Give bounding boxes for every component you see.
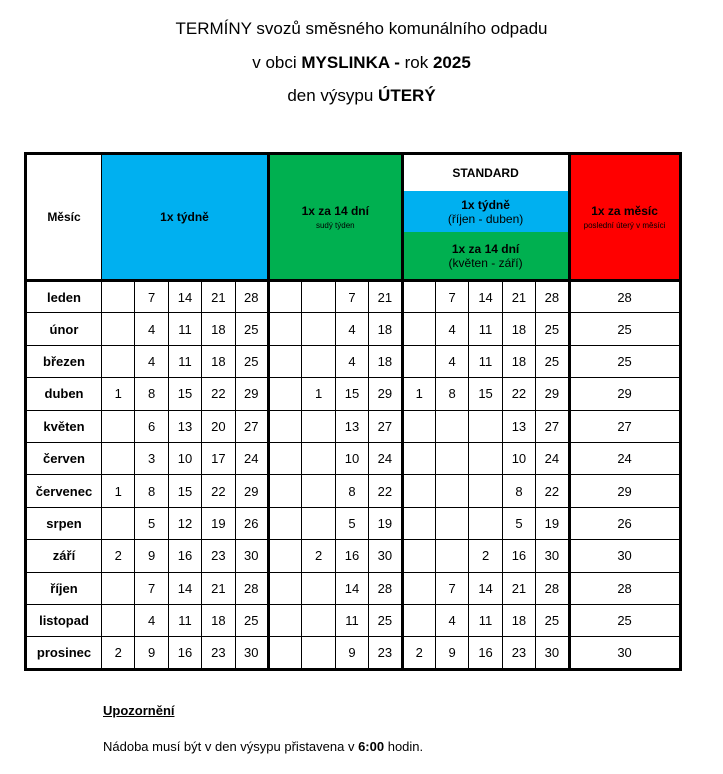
table-row: [26, 345, 681, 377]
header-standard-weekly-label: 1x týdně: [461, 197, 510, 212]
biweekly-day-cell: [269, 345, 302, 377]
biweekly-day-cell: 2: [302, 540, 335, 572]
weekly-day-cell: [102, 410, 135, 442]
standard-day-cell: [435, 540, 468, 572]
standard-day-cell: 8: [502, 475, 535, 507]
title-line-2: [0, 51, 723, 75]
header-biweekly: [269, 154, 403, 281]
standard-day-cell: 23: [502, 637, 535, 669]
weekly-day-cell: 11: [168, 313, 201, 345]
biweekly-day-cell: 22: [369, 475, 402, 507]
biweekly-day-cell: 24: [369, 442, 402, 474]
weekly-day-cell: 27: [235, 410, 268, 442]
monthly-day-cell: 28: [569, 572, 680, 604]
weekly-day-cell: 16: [168, 540, 201, 572]
weekly-day-cell: 11: [168, 345, 201, 377]
biweekly-day-cell: [302, 507, 335, 539]
biweekly-day-cell: 18: [369, 313, 402, 345]
weekly-day-cell: 14: [168, 281, 201, 313]
standard-day-cell: 11: [469, 604, 502, 636]
monthly-day-cell: 30: [569, 540, 680, 572]
weekly-day-cell: [102, 604, 135, 636]
month-cell: leden: [26, 281, 102, 313]
title-year-prefix: rok: [399, 53, 433, 72]
header-monthly-label: 1x za měsíc: [591, 204, 658, 218]
biweekly-day-cell: 30: [369, 540, 402, 572]
standard-day-cell: [469, 475, 502, 507]
monthly-day-cell: 28: [569, 281, 680, 313]
weekly-day-cell: 18: [202, 313, 235, 345]
monthly-day-cell: 26: [569, 507, 680, 539]
standard-day-cell: 19: [536, 507, 569, 539]
header-row: [26, 154, 681, 281]
month-cell: březen: [26, 345, 102, 377]
table-row: [26, 572, 681, 604]
biweekly-day-cell: 29: [369, 378, 402, 410]
weekly-day-cell: 2: [102, 637, 135, 669]
table-row: [26, 442, 681, 474]
standard-day-cell: 2: [469, 540, 502, 572]
weekly-day-cell: 25: [235, 604, 268, 636]
standard-day-cell: 21: [502, 281, 535, 313]
standard-day-cell: 24: [536, 442, 569, 474]
monthly-day-cell: 29: [569, 475, 680, 507]
header-monthly-sub: poslední úterý v měsíci: [583, 221, 666, 230]
header-weekly: [102, 154, 269, 281]
monthly-day-cell: 25: [569, 345, 680, 377]
weekly-day-cell: 22: [202, 378, 235, 410]
biweekly-day-cell: [302, 572, 335, 604]
standard-day-cell: [435, 442, 468, 474]
weekly-day-cell: [102, 572, 135, 604]
standard-day-cell: 4: [435, 345, 468, 377]
header-biweekly-sub: sudý týden: [315, 221, 355, 230]
monthly-day-cell: 27: [569, 410, 680, 442]
standard-day-cell: 16: [469, 637, 502, 669]
weekly-day-cell: 18: [202, 604, 235, 636]
month-cell: září: [26, 540, 102, 572]
weekly-day-cell: 15: [168, 378, 201, 410]
table-row: [26, 410, 681, 442]
month-cell: srpen: [26, 507, 102, 539]
monthly-day-cell: 30: [569, 637, 680, 669]
weekly-day-cell: 9: [135, 540, 168, 572]
weekly-day-cell: 8: [135, 378, 168, 410]
standard-day-cell: [469, 507, 502, 539]
biweekly-day-cell: 7: [335, 281, 368, 313]
weekly-day-cell: [102, 442, 135, 474]
standard-day-cell: 14: [469, 281, 502, 313]
standard-day-cell: [469, 410, 502, 442]
biweekly-day-cell: [269, 410, 302, 442]
weekly-day-cell: 1: [102, 475, 135, 507]
biweekly-day-cell: [302, 281, 335, 313]
biweekly-day-cell: [302, 345, 335, 377]
weekly-day-cell: 21: [202, 281, 235, 313]
standard-day-cell: 16: [502, 540, 535, 572]
weekly-day-cell: 7: [135, 572, 168, 604]
standard-day-cell: [402, 475, 435, 507]
weekly-day-cell: 12: [168, 507, 201, 539]
header-biweekly-label: 1x za 14 dní: [301, 204, 369, 218]
weekly-day-cell: 15: [168, 475, 201, 507]
standard-day-cell: [435, 410, 468, 442]
weekly-day-cell: 24: [235, 442, 268, 474]
standard-day-cell: 27: [536, 410, 569, 442]
biweekly-day-cell: 11: [335, 604, 368, 636]
standard-day-cell: 13: [502, 410, 535, 442]
weekly-day-cell: 21: [202, 572, 235, 604]
standard-day-cell: 18: [502, 345, 535, 377]
header-standard-biweekly-sub: (květen - září): [448, 255, 523, 270]
collection-schedule-table: [24, 152, 682, 671]
notice-title: Upozornění: [103, 703, 175, 718]
biweekly-day-cell: 15: [335, 378, 368, 410]
title-text: TERMÍNY svozů směsného komunálního odpadu: [175, 19, 548, 38]
weekly-day-cell: 23: [202, 637, 235, 669]
weekly-day-cell: 26: [235, 507, 268, 539]
standard-day-cell: 11: [469, 313, 502, 345]
title-village-prefix: v obci: [252, 53, 302, 72]
weekly-day-cell: 4: [135, 345, 168, 377]
biweekly-day-cell: 13: [335, 410, 368, 442]
weekly-day-cell: 17: [202, 442, 235, 474]
biweekly-day-cell: 21: [369, 281, 402, 313]
weekly-day-cell: 2: [102, 540, 135, 572]
weekly-day-cell: 6: [135, 410, 168, 442]
weekly-day-cell: 11: [168, 604, 201, 636]
biweekly-day-cell: [302, 442, 335, 474]
weekly-day-cell: [102, 345, 135, 377]
biweekly-day-cell: 10: [335, 442, 368, 474]
weekly-day-cell: 8: [135, 475, 168, 507]
standard-day-cell: 21: [502, 572, 535, 604]
standard-day-cell: 29: [536, 378, 569, 410]
weekly-day-cell: 16: [168, 637, 201, 669]
month-cell: prosinec: [26, 637, 102, 669]
weekly-day-cell: 30: [235, 637, 268, 669]
month-cell: květen: [26, 410, 102, 442]
biweekly-day-cell: 25: [369, 604, 402, 636]
biweekly-day-cell: 9: [335, 637, 368, 669]
standard-day-cell: [402, 345, 435, 377]
month-cell: červenec: [26, 475, 102, 507]
weekly-day-cell: 13: [168, 410, 201, 442]
village-name: MYSLINKA -: [301, 53, 400, 72]
weekly-day-cell: 25: [235, 313, 268, 345]
table-row: [26, 281, 681, 313]
standard-day-cell: [469, 442, 502, 474]
standard-day-cell: 7: [435, 281, 468, 313]
biweekly-day-cell: 4: [335, 313, 368, 345]
monthly-day-cell: 25: [569, 604, 680, 636]
biweekly-day-cell: [302, 313, 335, 345]
biweekly-day-cell: [269, 637, 302, 669]
standard-day-cell: 22: [536, 475, 569, 507]
standard-day-cell: 25: [536, 604, 569, 636]
table-row: [26, 540, 681, 572]
standard-day-cell: [435, 475, 468, 507]
weekly-day-cell: [102, 313, 135, 345]
weekly-day-cell: 7: [135, 281, 168, 313]
standard-day-cell: 14: [469, 572, 502, 604]
header-standard-label: STANDARD: [404, 155, 568, 191]
biweekly-day-cell: 5: [335, 507, 368, 539]
weekly-day-cell: 9: [135, 637, 168, 669]
weekly-day-cell: 5: [135, 507, 168, 539]
table-row: [26, 507, 681, 539]
biweekly-day-cell: 1: [302, 378, 335, 410]
weekly-day-cell: 30: [235, 540, 268, 572]
biweekly-day-cell: 19: [369, 507, 402, 539]
biweekly-day-cell: [302, 475, 335, 507]
standard-day-cell: 25: [536, 345, 569, 377]
standard-day-cell: 2: [402, 637, 435, 669]
weekly-day-cell: 20: [202, 410, 235, 442]
standard-day-cell: 30: [536, 637, 569, 669]
header-standard-weekly-sub: (říjen - duben): [447, 211, 524, 226]
monthly-day-cell: 25: [569, 313, 680, 345]
biweekly-day-cell: 16: [335, 540, 368, 572]
weekly-day-cell: 3: [135, 442, 168, 474]
standard-day-cell: 7: [435, 572, 468, 604]
weekly-day-cell: 28: [235, 281, 268, 313]
standard-day-cell: [402, 442, 435, 474]
monthly-day-cell: 24: [569, 442, 680, 474]
weekly-day-cell: 23: [202, 540, 235, 572]
standard-day-cell: 22: [502, 378, 535, 410]
weekly-day-cell: 19: [202, 507, 235, 539]
biweekly-day-cell: [269, 540, 302, 572]
standard-day-cell: 9: [435, 637, 468, 669]
standard-day-cell: 4: [435, 313, 468, 345]
weekly-day-cell: 4: [135, 604, 168, 636]
weekly-day-cell: 22: [202, 475, 235, 507]
biweekly-day-cell: 18: [369, 345, 402, 377]
standard-day-cell: 15: [469, 378, 502, 410]
biweekly-day-cell: [269, 475, 302, 507]
header-standard-biweekly-label: 1x za 14 dní: [451, 241, 520, 256]
standard-day-cell: 8: [435, 378, 468, 410]
weekly-day-cell: 25: [235, 345, 268, 377]
standard-day-cell: 4: [435, 604, 468, 636]
month-cell: červen: [26, 442, 102, 474]
month-cell: únor: [26, 313, 102, 345]
collection-day: ÚTERÝ: [378, 86, 436, 105]
table-row: [26, 604, 681, 636]
notice-text: [103, 739, 423, 754]
month-cell: duben: [26, 378, 102, 410]
biweekly-day-cell: 27: [369, 410, 402, 442]
header-standard-biweekly: [404, 232, 568, 279]
notice-time: 6:00: [358, 739, 385, 754]
biweekly-day-cell: [269, 378, 302, 410]
header-month: Měsíc: [26, 154, 102, 281]
year: 2025: [432, 53, 471, 72]
standard-day-cell: 5: [502, 507, 535, 539]
biweekly-day-cell: [302, 604, 335, 636]
standard-day-cell: 1: [402, 378, 435, 410]
standard-day-cell: [402, 604, 435, 636]
header-weekly-label: 1x týdně: [160, 210, 209, 224]
weekly-day-cell: [102, 507, 135, 539]
month-cell: listopad: [26, 604, 102, 636]
weekly-day-cell: 4: [135, 313, 168, 345]
standard-day-cell: 25: [536, 313, 569, 345]
standard-day-cell: [402, 507, 435, 539]
title-line-3: [0, 84, 723, 108]
standard-day-cell: 28: [536, 572, 569, 604]
header-monthly: [569, 154, 680, 281]
standard-day-cell: 28: [536, 281, 569, 313]
biweekly-day-cell: 8: [335, 475, 368, 507]
biweekly-day-cell: 23: [369, 637, 402, 669]
standard-day-cell: 30: [536, 540, 569, 572]
biweekly-day-cell: 28: [369, 572, 402, 604]
table-row: [26, 475, 681, 507]
standard-day-cell: [402, 572, 435, 604]
weekly-day-cell: 1: [102, 378, 135, 410]
table-row: [26, 313, 681, 345]
header-standard-weekly: [404, 191, 568, 232]
standard-day-cell: 10: [502, 442, 535, 474]
biweekly-day-cell: [269, 572, 302, 604]
standard-day-cell: [402, 540, 435, 572]
standard-day-cell: [435, 507, 468, 539]
weekly-day-cell: [102, 281, 135, 313]
biweekly-day-cell: [269, 281, 302, 313]
weekly-day-cell: 18: [202, 345, 235, 377]
monthly-day-cell: 29: [569, 378, 680, 410]
weekly-day-cell: 29: [235, 378, 268, 410]
standard-day-cell: [402, 281, 435, 313]
month-cell: říjen: [26, 572, 102, 604]
biweekly-day-cell: [269, 442, 302, 474]
biweekly-day-cell: 14: [335, 572, 368, 604]
header-standard: [402, 154, 569, 281]
biweekly-day-cell: [269, 507, 302, 539]
standard-day-cell: 11: [469, 345, 502, 377]
standard-day-cell: 18: [502, 604, 535, 636]
standard-day-cell: [402, 313, 435, 345]
weekly-day-cell: 14: [168, 572, 201, 604]
biweekly-day-cell: 4: [335, 345, 368, 377]
standard-day-cell: [402, 410, 435, 442]
table-row: [26, 637, 681, 669]
notice-text-prefix: Nádoba musí být v den výsypu přistavena v: [103, 739, 359, 754]
weekly-day-cell: 29: [235, 475, 268, 507]
weekly-day-cell: 28: [235, 572, 268, 604]
standard-day-cell: 18: [502, 313, 535, 345]
biweekly-day-cell: [269, 604, 302, 636]
biweekly-day-cell: [302, 410, 335, 442]
weekly-day-cell: 10: [168, 442, 201, 474]
title-line-1: [0, 17, 723, 41]
table-row: [26, 378, 681, 410]
notice-text-suffix: hodin.: [384, 739, 424, 754]
biweekly-day-cell: [269, 313, 302, 345]
biweekly-day-cell: [302, 637, 335, 669]
title-day-prefix: den výsypu: [287, 86, 379, 105]
